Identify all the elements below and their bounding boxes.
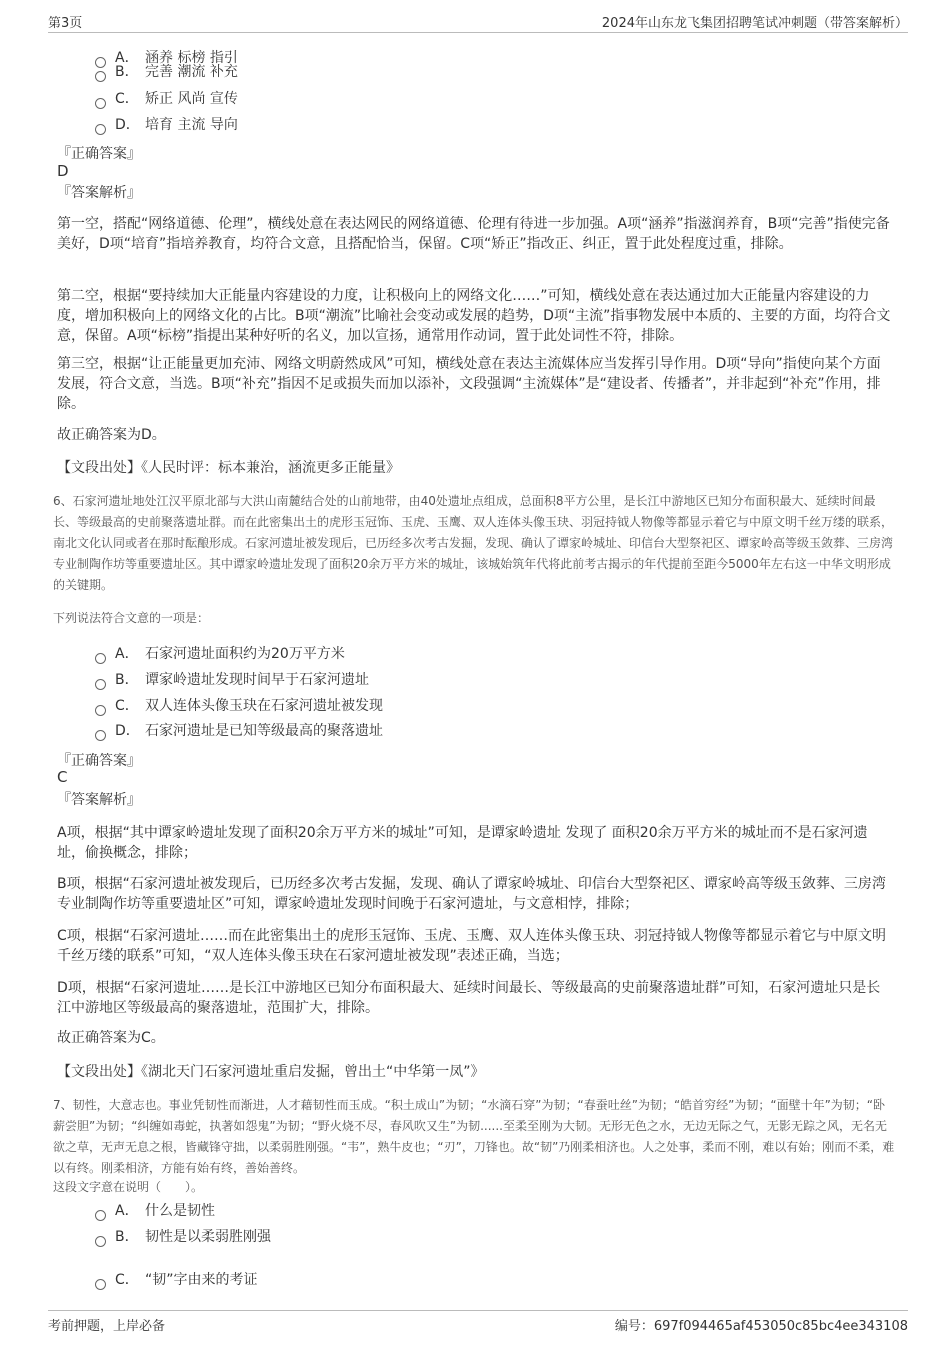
radio-icon[interactable] [95, 1279, 106, 1290]
q5-option-a[interactable]: A． 涵养 标榜 指引 [95, 48, 238, 68]
q6-question: 下列说法符合文意的一项是： [53, 611, 210, 625]
q7-stem: 7、韧性，大意志也。事业凭韧性而渐进，人才藉韧性而玉成。“积土成山”为韧；“水滴石穿”为韧；“春蚕吐丝”为韧；“皓首穷经”为韧；“面壁十年”为韧；“卧薪尝胆”为韧；“纠缠如毒蛇，执著如怨鬼”为韧；“野火烧不尽，春风吹又生”为韧......至柔至刚为大韧。无形无色之水，无边无际之气，无影无踪之风，无名无欲之草，无声无息之根，皆藏锋守拙，以柔弱胜刚强。“韦”，熟牛皮也；“刃”，刀锋也。故“韧”乃刚柔相济也。人之处事，柔而不刚，难以有始；刚而不柔，难以有终。刚柔相济，方能有始有终，善始善终。 [53, 1098, 895, 1175]
q5-analysis-label: 『答案解析』 [57, 185, 141, 201]
q6-answer-label: 『正确答案』 [57, 753, 141, 769]
q5-analysis-paragraph: 第一空，搭配“网络道德、伦理”，横线处意在表达网民的网络道德、伦理有待进一步加强。A项“涵养”指滋润养育，B项“完善”指使完备美好，D项“培育”指培养教育，均符合文意，且搭配恰当，保留。C项“矫正”指改正、纠正，置于此处程度过重，排除。 [57, 216, 890, 252]
q5-answer: D [57, 162, 69, 180]
q6-analysis-paragraph: C项，根据“石家河遗址……而在此密集出土的虎形玉冠饰、玉虎、玉鹰、双人连体头像玉玦、羽冠持钺人物像等都显示着它与中原文明千丝万缕的联系”可知，“双人连体头像玉玦在石家河遗址被发现”表述正确，当选； [57, 928, 887, 964]
radio-icon[interactable] [95, 124, 106, 135]
q6-analysis-paragraph: D项，根据“石家河遗址……是长江中游地区已知分布面积最大、延续时间最长、等级最高的史前聚落遗址群”可知，石家河遗址只是长江中游地区等级最高的聚落遗址，范围扩大，排除。 [57, 980, 881, 1016]
q7-question: 这段文字意在说明（ ）。 [53, 1180, 204, 1194]
q6-option-d[interactable]: D． 石家河遗址是已知等级最高的聚落遗址 [95, 721, 383, 741]
q7-option-a[interactable]: A． 什么是韧性 [95, 1201, 215, 1221]
q5-conclusion: 故正确答案为D。 [57, 427, 166, 443]
page-header [48, 10, 908, 33]
q5-answer-label: 『正确答案』 [57, 146, 141, 162]
radio-icon[interactable] [95, 71, 106, 82]
q5-option-d[interactable]: D． 培育 主流 导向 [95, 115, 238, 135]
radio-icon[interactable] [95, 730, 106, 741]
footer-slogan: 考前押题，上岸必备 [48, 1319, 166, 1334]
q6-option-b[interactable]: B． 谭家岭遗址发现时间早于石家河遗址 [95, 670, 369, 690]
radio-icon[interactable] [95, 679, 106, 690]
q7-option-b[interactable]: B． 韧性是以柔弱胜刚强 [95, 1227, 271, 1247]
radio-icon[interactable] [95, 1236, 106, 1247]
q6-analysis-paragraph: B项，根据“石家河遗址被发现后，已历经多次考古发掘，发现、确认了谭家岭城址、印信台大型祭祀区、谭家岭高等级玉敛葬、三房湾专业制陶作坊等重要遗址区”可知，谭家岭遗址发现时间晚于石家河遗址，与文意相悖，排除； [57, 876, 886, 912]
document-id: 编号：697f094465af453050c85bc4ee343108 [614, 1319, 908, 1334]
q6-conclusion: 故正确答案为C。 [57, 1030, 165, 1046]
radio-icon[interactable] [95, 653, 106, 664]
page-number: 第3页 [48, 16, 83, 31]
radio-icon[interactable] [95, 705, 106, 716]
q6-stem: 6、石家河遗址地处江汉平原北部与大洪山南麓结合处的山前地带，由40处遗址点组成，总面积8平方公里，是长江中游地区已知分布面积最大、延续时间最长、等级最高的史前聚落遗址群。而在此密集出土的虎形玉冠饰、玉虎、玉鹰、双人连体头像玉玦、羽冠持钺人物像等都显示着它与中原文明千丝万缕的联系，南北文化认同或者在那时酝酿形成。石家河遗址被发现后，已历经多次考古发掘，发现、确认了谭家岭城址、印信台大型祭祀区、谭家岭高等级玉敛葬、三房湾专业制陶作坊等重要遗址区。其中谭家岭遗址发现了面积20余万平方米的城址，该城始筑年代将此前考古揭示的年代提前至距今5000年左右这一中华文明形成的关键期。 [53, 494, 894, 592]
q6-option-c[interactable]: C． 双人连体头像玉玦在石家河遗址被发现 [95, 696, 383, 716]
q6-option-a[interactable]: A． 石家河遗址面积约为20万平方米 [95, 644, 345, 664]
q6-analysis-label: 『答案解析』 [57, 792, 141, 808]
q5-option-c[interactable]: C． 矫正 风尚 宣传 [95, 89, 238, 109]
q6-source: 【文段出处】《湖北天门石家河遗址重启发掘，曾出土“中华第一凤”》 [57, 1064, 485, 1080]
q5-option-b[interactable]: B． 完善 潮流 补充 [95, 62, 238, 82]
q5-source: 【文段出处】《人民时评：标本兼治，涵流更多正能量》 [57, 460, 400, 476]
radio-icon[interactable] [95, 1210, 106, 1221]
document-title: 2024年山东龙飞集团招聘笔试冲刺题（带答案解析） [601, 16, 908, 31]
q6-answer: C [57, 768, 68, 786]
q5-analysis-paragraph: 第二空，根据“要持续加大正能量内容建设的力度，让积极向上的网络文化……”可知，横线处意在表达通过加大正能量内容建设的力度，增加积极向上的网络文化的占比。B项“潮流”比喻社会变动或发展的趋势，D项“主流”指事物发展中本质的、主要的方面，均符合文意，保留。A项“标榜”指提出某种好听的名义，加以宣扬，通常用作动词，置于此处词性不符，排除。 [57, 288, 891, 344]
q5-analysis-paragraph: 第三空，根据“让正能量更加充沛、网络文明蔚然成风”可知，横线处意在表达主流媒体应当发挥引导作用。D项“导向”指使向某个方面发展，符合文意，当选。B项“补充”指因不足或损失而加以添补，文段强调“主流媒体”是“建设者、传播者”，并非起到“补充”作用，排除。 [57, 356, 881, 412]
q7-option-c[interactable]: C． “韧”字由来的考证 [95, 1270, 258, 1290]
page-footer [48, 1310, 908, 1334]
radio-icon[interactable] [95, 98, 106, 109]
q6-analysis-paragraph: A项，根据“其中谭家岭遗址发现了面积20余万平方米的城址”可知，是谭家岭遗址 发现了 面积20余万平方米的城址而不是石家河遗址，偷换概念，排除； [57, 825, 868, 861]
